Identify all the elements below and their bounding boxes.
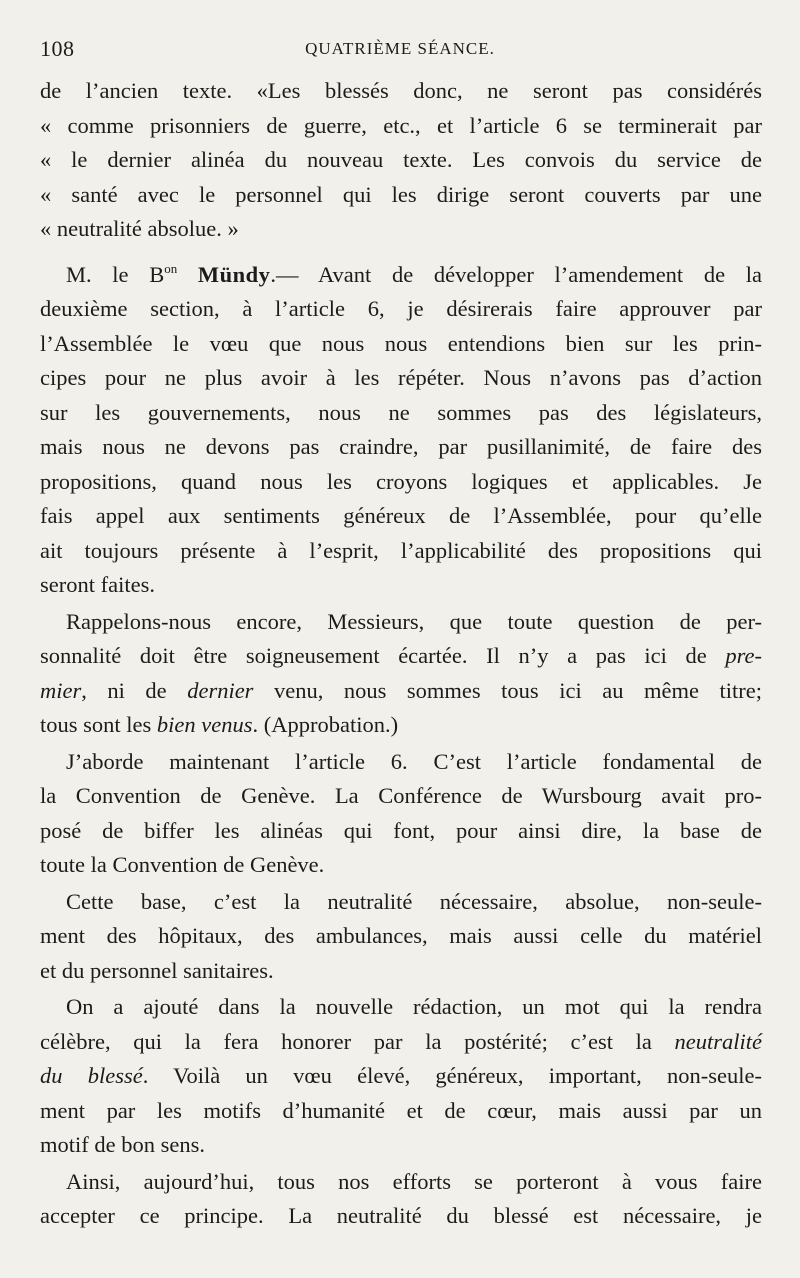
- text-line: ait toujours présente à l’esprit, l’applicabilité des propositions qui: [40, 537, 762, 563]
- text-line: cipes pour ne plus avoir à les répéter. Nous n’avons pas d’action: [40, 365, 762, 390]
- text-run: . (Approbation.): [252, 712, 399, 737]
- page-number: 108: [40, 36, 75, 61]
- text-line: [40, 674, 762, 709]
- text-run: , ni de: [81, 677, 188, 703]
- text-line: toute la Convention de Genève.: [40, 852, 325, 877]
- text-line: Cette base, c’est la neutralité nécessaire, absolue, non-seule-: [66, 888, 762, 914]
- paragraph-rappelons: [40, 605, 762, 743]
- paragraph-neutralite: [40, 990, 762, 1163]
- paragraph-article-6: [40, 745, 762, 883]
- paragraph-ainsi: [40, 1165, 762, 1234]
- text-line: ment des hôpitaux, des ambulances, mais aussi celle du matériel: [40, 923, 762, 948]
- italic-run: mier: [40, 677, 82, 703]
- text-run: tous sont les: [40, 712, 157, 737]
- paragraph-quote-end: [40, 74, 762, 247]
- text-line: seront faites.: [40, 572, 155, 597]
- text-line: l’Assemblée le vœu que nous nous entendions bien sur les prin-: [40, 330, 762, 356]
- text-line: ment par les motifs d’humanité et de cœur, mais aussi par un: [40, 1097, 762, 1123]
- text-line: mais nous ne devons pas craindre, par pusillanimité, de faire des: [40, 434, 762, 459]
- text-run: . Voilà un vœu élevé, généreux, important, non-seule-: [142, 1063, 762, 1088]
- text-line: « comme prisonniers de guerre, etc., et l’article 6 se terminerait par: [40, 112, 762, 138]
- running-head: QUATRIÈME SÉANCE.: [305, 39, 495, 58]
- text-line: posé de biffer les alinéas qui font, pour ainsi dire, la base de: [40, 817, 762, 843]
- text-line: « le dernier alinéa du nouveau texte. Les convois du service de: [40, 147, 762, 172]
- paragraph-cette-base: [40, 885, 762, 989]
- italic-run: du blessé: [40, 1063, 143, 1088]
- speaker-prefix: M. le B: [66, 261, 165, 287]
- paragraph-speech-mundy: [40, 258, 762, 603]
- text-line: [40, 1025, 762, 1060]
- text-line: accepter ce principe. La neutralité du blessé est nécessaire, je: [40, 1203, 762, 1228]
- text-line: motif de bon sens.: [40, 1132, 205, 1157]
- page-body: [40, 74, 762, 1234]
- text-line: propositions, quand nous les croyons logiques et applicables. Je: [40, 468, 762, 494]
- text-line: On a ajouté dans la nouvelle rédaction, un mot qui la rendra: [66, 994, 762, 1019]
- text-line: et du personnel sanitaires.: [40, 957, 274, 983]
- text-line: Rappelons-nous encore, Messieurs, que toute question de per-: [66, 608, 762, 634]
- text-line: fais appel aux sentiments généreux de l’Assemblée, pour qu’elle: [40, 503, 762, 528]
- text-line: [40, 708, 762, 743]
- text-run: venu, nous sommes tous ici au même titre;: [253, 677, 762, 703]
- text-line: [40, 1059, 762, 1094]
- text-line: de l’ancien texte. «Les blessés donc, ne seront pas considérés: [40, 78, 762, 103]
- text-line: Ainsi, aujourd’hui, tous nos efforts se porteront à vous faire: [66, 1168, 762, 1194]
- text-line: deuxième section, à l’article 6, je désirerais faire approuver par: [40, 296, 762, 321]
- text-line: [40, 258, 762, 293]
- italic-run: dernier: [187, 677, 254, 703]
- italic-run: neutralité: [674, 1028, 762, 1054]
- text-line: « neutralité absolue. »: [40, 216, 239, 241]
- text-run: .— Avant de développer l’amendement de la: [270, 261, 762, 287]
- italic-run: pre-: [725, 643, 762, 668]
- text-run: célèbre, qui la fera honorer par la postérité; c’est la: [40, 1028, 675, 1054]
- page-header: [40, 36, 760, 64]
- text-line: J’aborde maintenant l’article 6. C’est l’article fondamental de: [66, 748, 762, 774]
- italic-run: bien venus: [156, 712, 253, 737]
- text-line: la Convention de Genève. La Conférence de Wursbourg avait pro-: [40, 783, 762, 808]
- text-line: « santé avec le personnel qui les dirige seront couverts par une: [40, 181, 762, 207]
- text-line: [40, 639, 762, 674]
- text-run: sonnalité doit être soigneusement écartée. Il n’y a pas ici de: [40, 643, 726, 668]
- speaker-name: Mündy: [197, 261, 271, 287]
- speaker-title-sup: on: [164, 260, 178, 276]
- text-line: sur les gouvernements, nous ne sommes pas des législateurs,: [40, 399, 762, 425]
